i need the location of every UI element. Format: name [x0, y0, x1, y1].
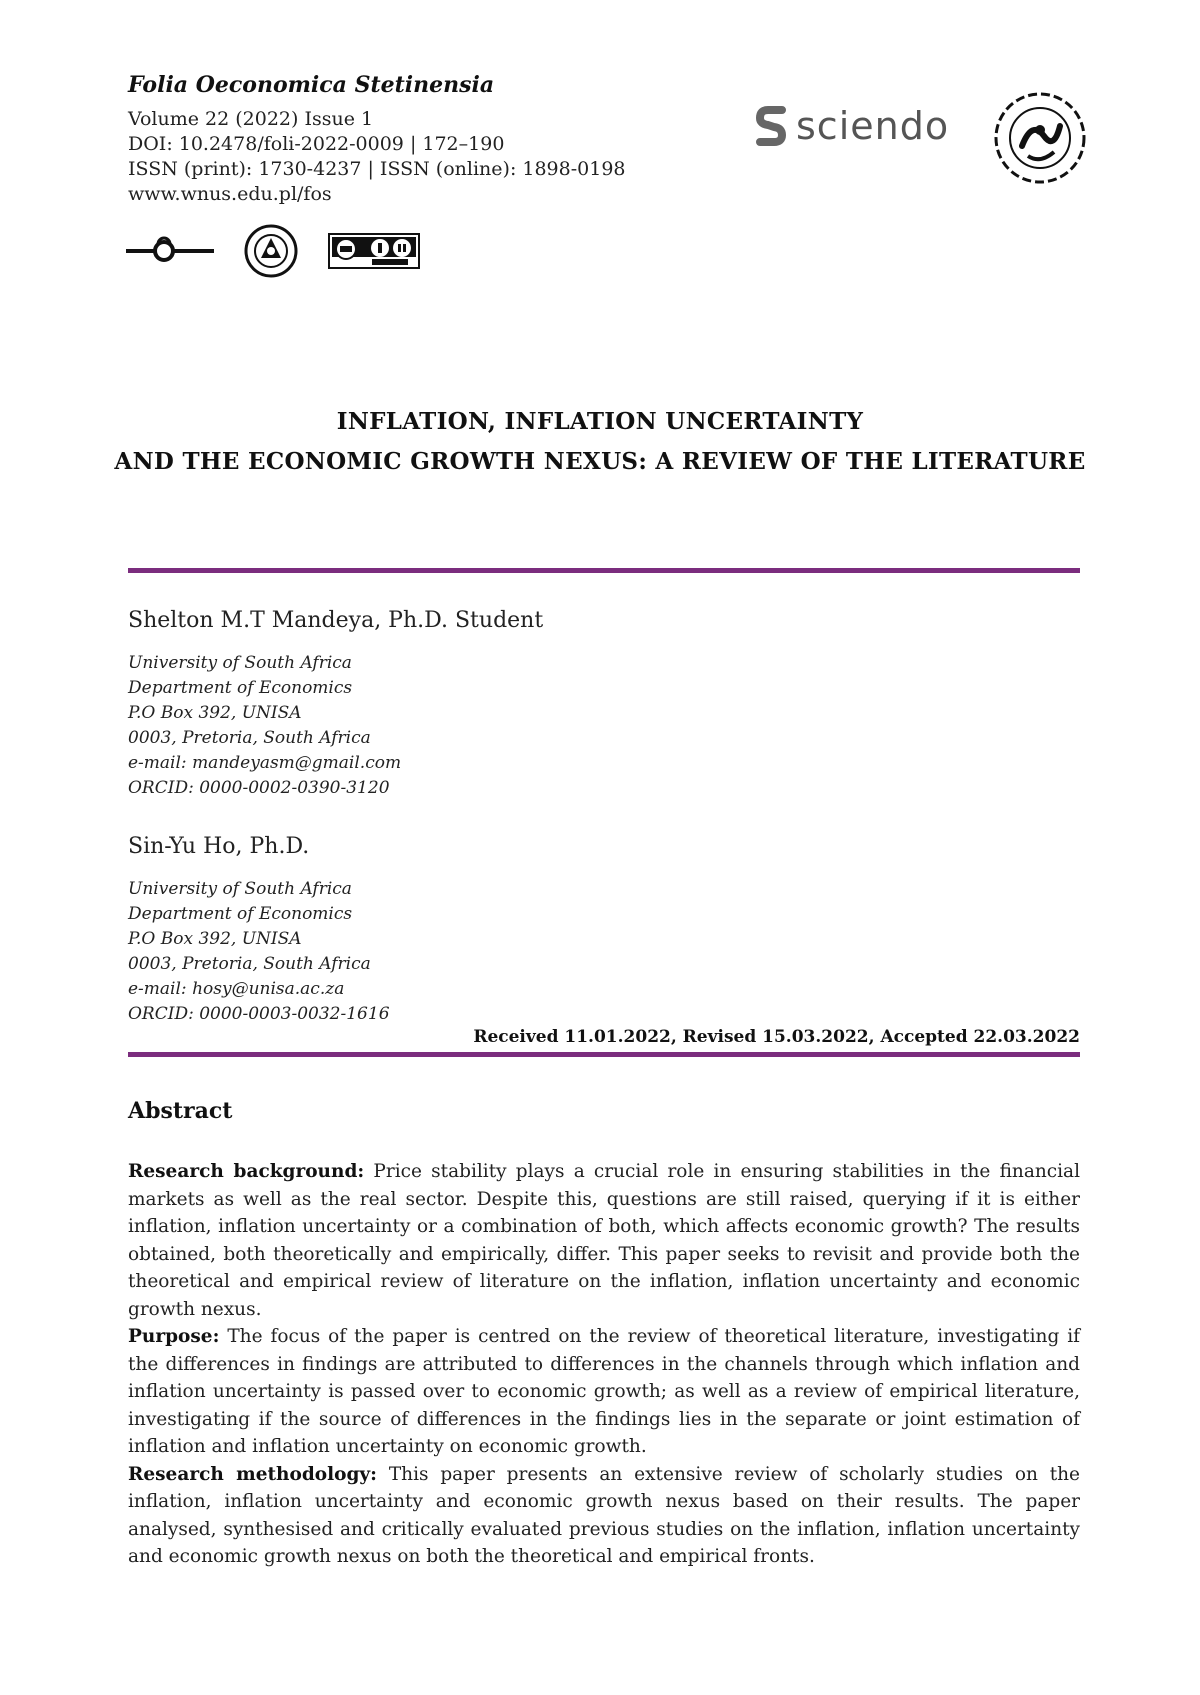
author-2-affiliation: [128, 877, 390, 1027]
author-1-po-box: P.O Box 392, UNISA: [128, 703, 302, 723]
author-1-department: Department of Economics: [128, 678, 353, 698]
methodology-label: Research methodology:: [128, 1463, 378, 1485]
title-line-2: AND THE ECONOMIC GROWTH NEXUS: A REVIEW OF THE LITERATURE: [114, 448, 1086, 475]
sciendo-logo: [756, 104, 949, 148]
author-2-email[interactable]: e-mail: hosy@unisa.ac.za: [128, 979, 345, 999]
background-label: Research background:: [128, 1161, 365, 1182]
author-1-orcid[interactable]: ORCID: 0000-0002-0390-3120: [128, 778, 390, 798]
bottom-divider: [128, 1052, 1080, 1057]
plagiarism-seal-icon: [244, 224, 298, 278]
author-1-city: 0003, Pretoria, South Africa: [128, 728, 371, 748]
background-text: Price stability plays a crucial role in ensuring stabilities in the financial markets as well as the real sector. Despite this, questions are still raised, querying if it is either inflation, inflation uncertainty or a combination of both, which affects economic growth? The results obtained, both theoretically and empirically, differ. This paper seeks to revisit and provide both the theoretical and empirical review of literature on the inflation, inflation uncertainty and economic growth nexus.: [128, 1161, 1080, 1320]
abstract-heading: Abstract: [128, 1098, 233, 1124]
author-1-email[interactable]: e-mail: mandeyasm@gmail.com: [128, 753, 402, 773]
paper-title: [0, 402, 1200, 482]
author-2-department: Department of Economics: [128, 904, 353, 924]
purpose-text: The focus of the paper is centred on the review of theoretical literature, investigating if the differences in findings are attributed to differences in the channels through which inflation and inflation uncertainty is passed over to economic growth; as well as a review of empirical literature, investigating if the source of differences in the findings lies in the separate or joint estimation of inflation and inflation uncertainty on economic growth.: [128, 1326, 1080, 1457]
author-1-affiliation: [128, 651, 401, 801]
author-2-city: 0003, Pretoria, South Africa: [128, 954, 371, 974]
article-dates: Received 11.01.2022, Revised 15.03.2022, Accepted 22.03.2022: [473, 1027, 1080, 1047]
open-access-icon: [126, 236, 214, 266]
abstract-background: [128, 1158, 1080, 1323]
journal-name: Folia Oeconomica Stetinensia: [128, 72, 495, 98]
abstract-purpose: [128, 1323, 1080, 1461]
author-1-university: University of South Africa: [128, 653, 352, 673]
journal-metadata: [128, 107, 626, 207]
top-divider: [128, 568, 1080, 573]
university-seal-icon: [992, 90, 1088, 186]
journal-url[interactable]: www.wnus.edu.pl/fos: [128, 183, 332, 205]
abstract-methodology: [128, 1461, 1080, 1571]
sciendo-wordmark: sciendo: [796, 104, 950, 148]
creative-commons-license-icon: [328, 233, 420, 269]
journal-doi: DOI: 10.2478/foli-2022-0009 | 172–190: [128, 133, 505, 155]
author-2-name: Sin-Yu Ho, Ph.D.: [128, 834, 310, 859]
purpose-label: Purpose:: [128, 1326, 220, 1347]
author-2-university: University of South Africa: [128, 879, 352, 899]
title-line-1: INFLATION, INFLATION UNCERTAINTY: [336, 408, 864, 435]
author-2-po-box: P.O Box 392, UNISA: [128, 929, 302, 949]
methodology-text: This paper presents an extensive review of scholarly studies on the inflation, inflation uncertainty and economic growth nexus based on their results. The paper analysed, synthesised and critically evaluated previous studies on the inflation, inflation uncertainty and economic growth nexus on both the theoretical and empirical fronts.: [128, 1463, 1080, 1567]
open-access-icons: [126, 224, 420, 278]
abstract-body: [128, 1158, 1080, 1571]
journal-issn: ISSN (print): 1730-4237 | ISSN (online): 1898-0198: [128, 158, 626, 180]
journal-volume: Volume 22 (2022) Issue 1: [128, 108, 374, 130]
author-1-name: Shelton M.T Mandeya, Ph.D. Student: [128, 608, 544, 633]
sciendo-mark-icon: [756, 104, 786, 148]
author-2-orcid[interactable]: ORCID: 0000-0003-0032-1616: [128, 1004, 390, 1024]
